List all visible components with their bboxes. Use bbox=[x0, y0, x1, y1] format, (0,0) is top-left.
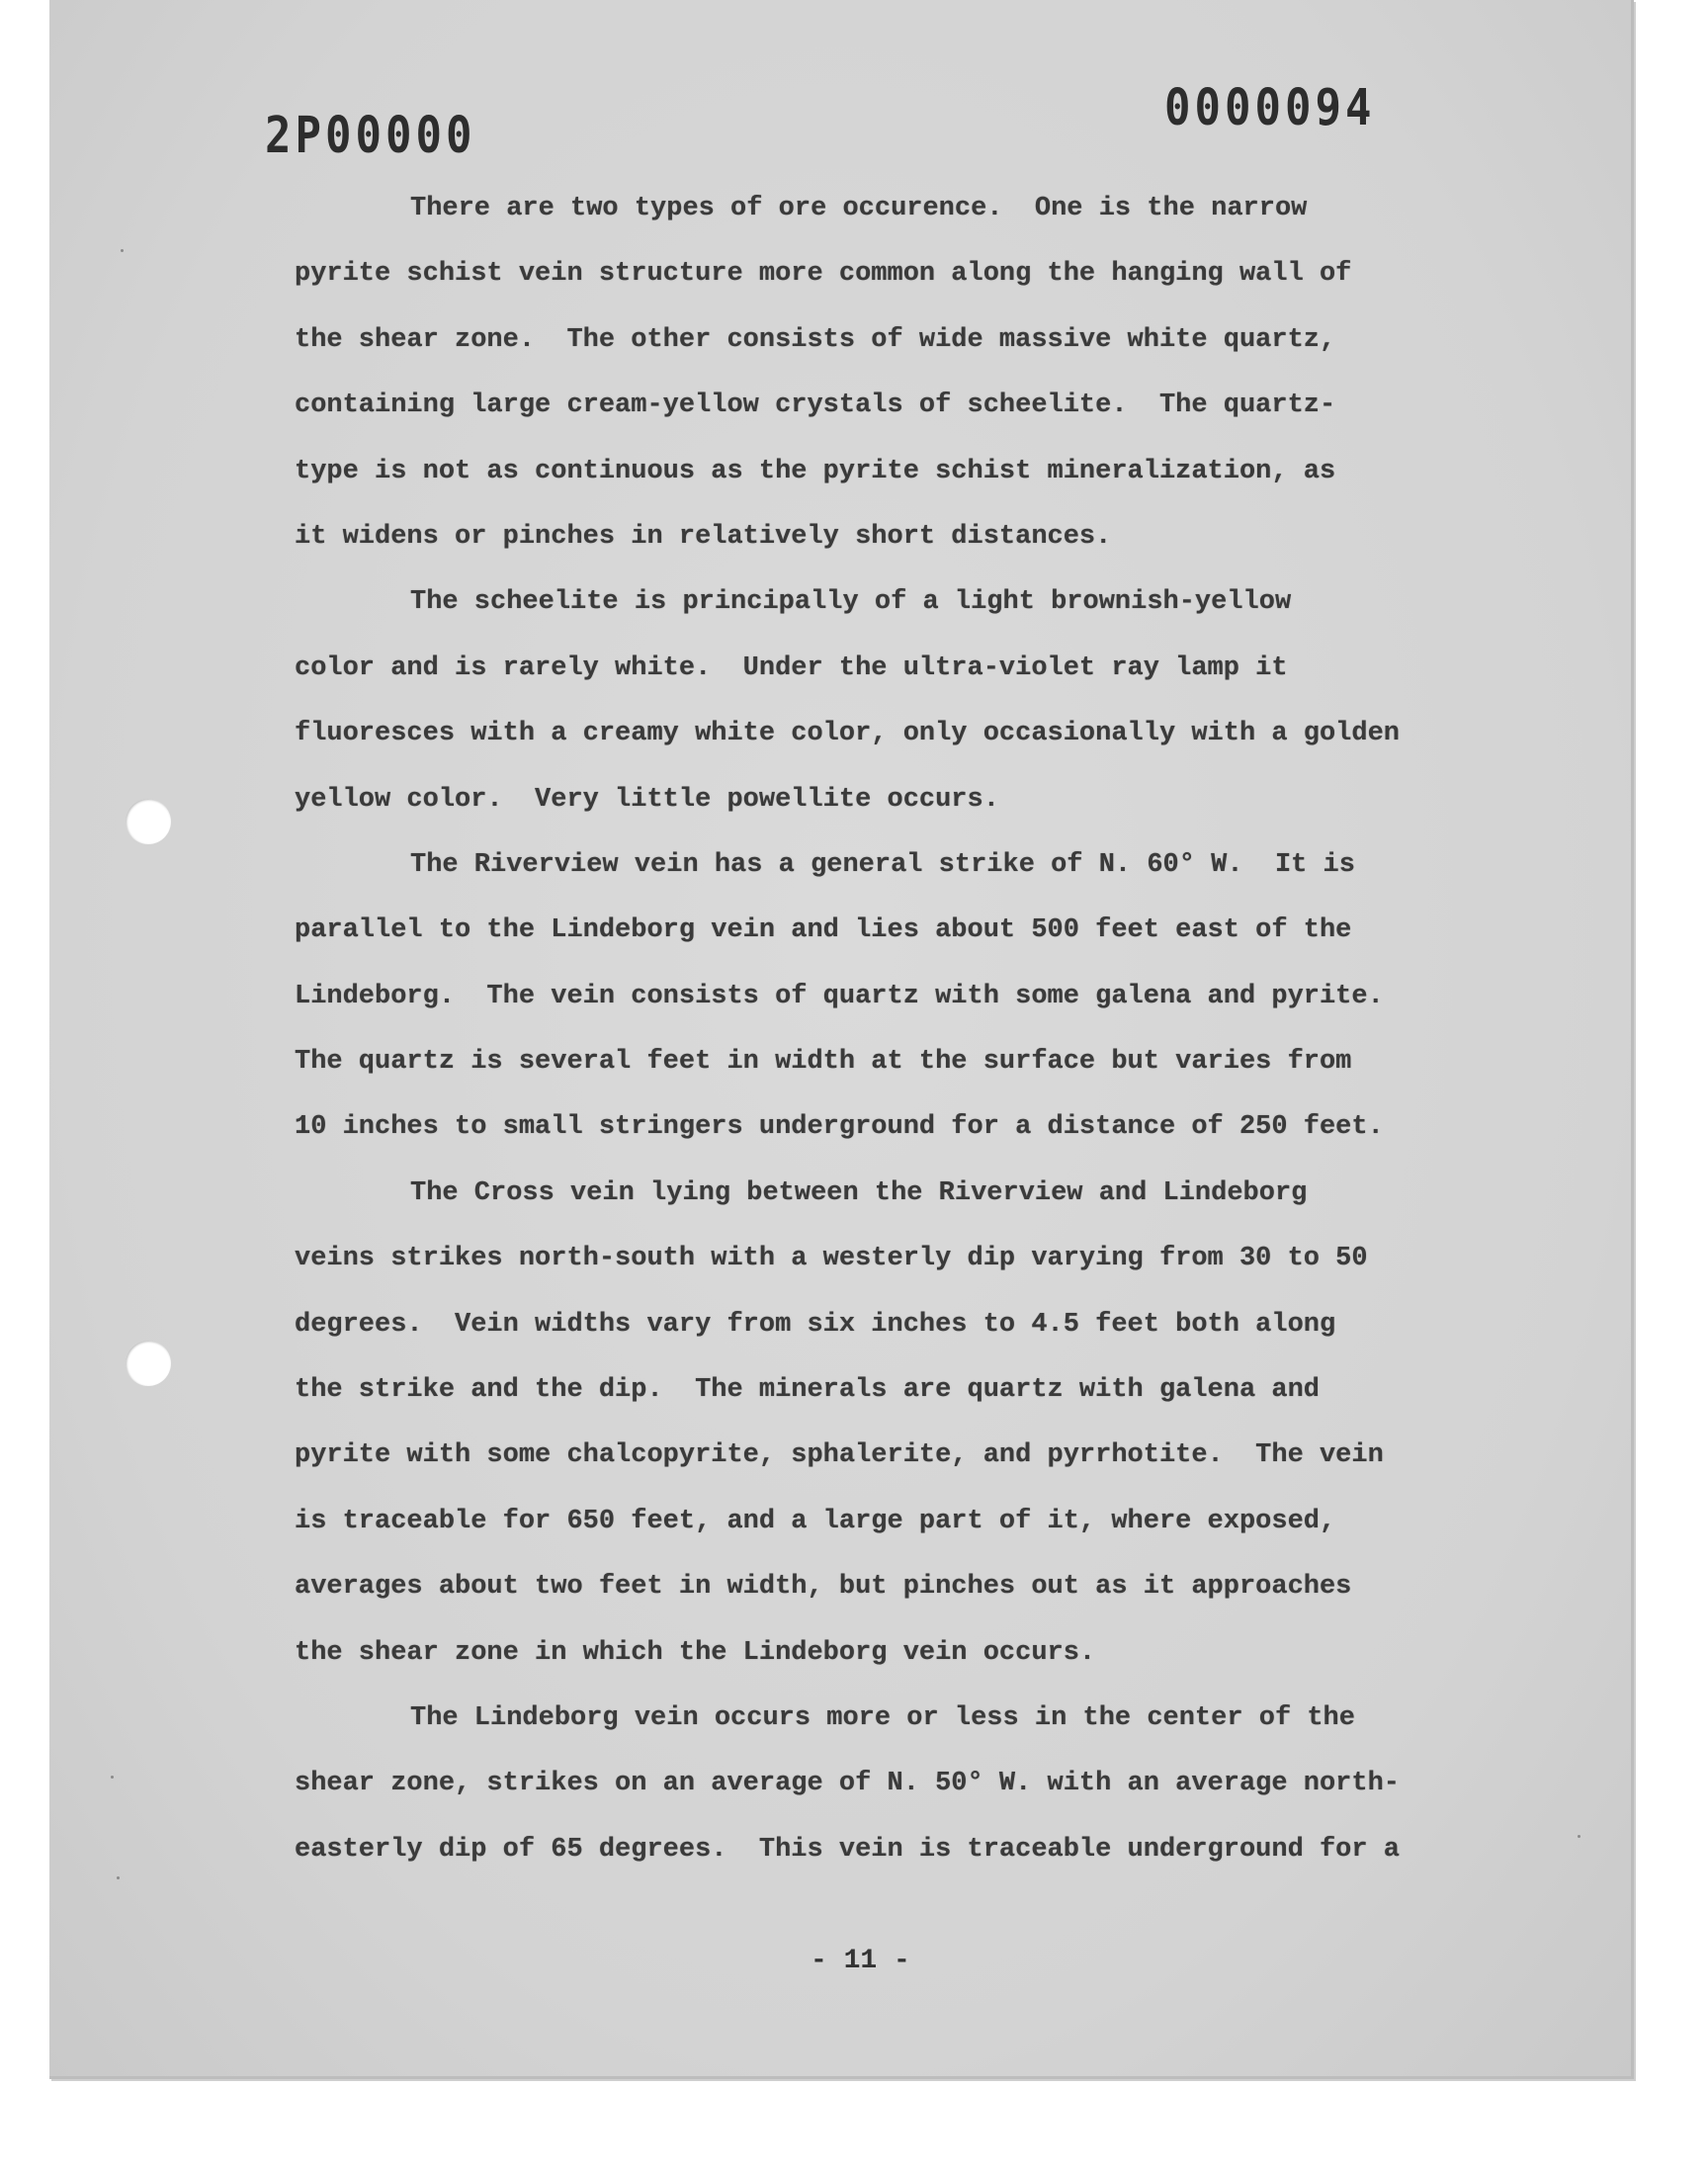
text-line: the shear zone. The other consists of wide massive white quartz, bbox=[295, 324, 1336, 355]
text-line: pyrite with some chalcopyrite, sphalerite, and pyrrhotite. The vein bbox=[295, 1440, 1384, 1471]
document-stamp-left: 2P00000 bbox=[265, 107, 476, 165]
text-line: parallel to the Lindeborg vein and lies about 500 feet east of the bbox=[295, 915, 1352, 946]
text-line: yellow color. Very little powellite occurs. bbox=[295, 784, 999, 815]
text-line: The Riverview vein has a general strike of N. 60° W. It is bbox=[410, 849, 1355, 880]
paper-speck bbox=[1578, 1835, 1580, 1838]
text-line: veins strikes north-south with a westerly dip varying from 30 to 50 bbox=[295, 1244, 1368, 1274]
text-line: 10 inches to small stringers underground for a distance of 250 feet. bbox=[295, 1112, 1384, 1143]
text-line: The Cross vein lying between the Riverview and Lindeborg bbox=[410, 1177, 1308, 1208]
text-line: the shear zone in which the Lindeborg vein occurs. bbox=[295, 1637, 1096, 1668]
text-line: shear zone, strikes on an average of N. 50° W. with an average north- bbox=[295, 1769, 1400, 1799]
text-line: The quartz is several feet in width at the surface but varies from bbox=[295, 1047, 1352, 1078]
paper-speck bbox=[121, 249, 124, 252]
text-line: The Lindeborg vein occurs more or less in the center of the bbox=[410, 1702, 1355, 1733]
punch-hole-top bbox=[126, 799, 171, 844]
text-line: There are two types of ore occurence. One is the narrow bbox=[410, 194, 1308, 223]
text-line: fluoresces with a creamy white color, only occasionally with a golden bbox=[295, 719, 1400, 749]
text-line: The scheelite is principally of a light brownish-yellow bbox=[410, 587, 1292, 618]
text-line: type is not as continuous as the pyrite schist mineralization, as bbox=[295, 456, 1336, 486]
text-line: is traceable for 650 feet, and a large part of it, where exposed, bbox=[295, 1506, 1336, 1536]
page-number: - 11 - bbox=[811, 1946, 910, 1976]
text-line: degrees. Vein widths vary from six inches to 4.5 feet both along bbox=[295, 1309, 1336, 1340]
text-line: Lindeborg. The vein consists of quartz with some galena and pyrite. bbox=[295, 981, 1384, 1011]
text-line: averages about two feet in width, but pinches out as it approaches bbox=[295, 1572, 1352, 1603]
punch-hole-bottom bbox=[126, 1341, 171, 1386]
paper-speck bbox=[117, 1876, 120, 1879]
text-line: the strike and the dip. The minerals are quartz with galena and bbox=[295, 1375, 1320, 1406]
paper-speck bbox=[111, 1776, 114, 1779]
text-line: pyrite schist vein structure more common along the hanging wall of bbox=[295, 259, 1352, 290]
text-line: easterly dip of 65 degrees. This vein is traceable underground for a bbox=[295, 1834, 1400, 1865]
text-line: containing large cream-yellow crystals of scheelite. The quartz- bbox=[295, 391, 1336, 421]
document-stamp-right: 0000094 bbox=[1164, 79, 1376, 137]
text-line: color and is rarely white. Under the ultra-violet ray lamp it bbox=[295, 652, 1288, 683]
text-line: it widens or pinches in relatively short distances. bbox=[295, 521, 1112, 552]
document-body bbox=[295, 176, 1481, 1882]
